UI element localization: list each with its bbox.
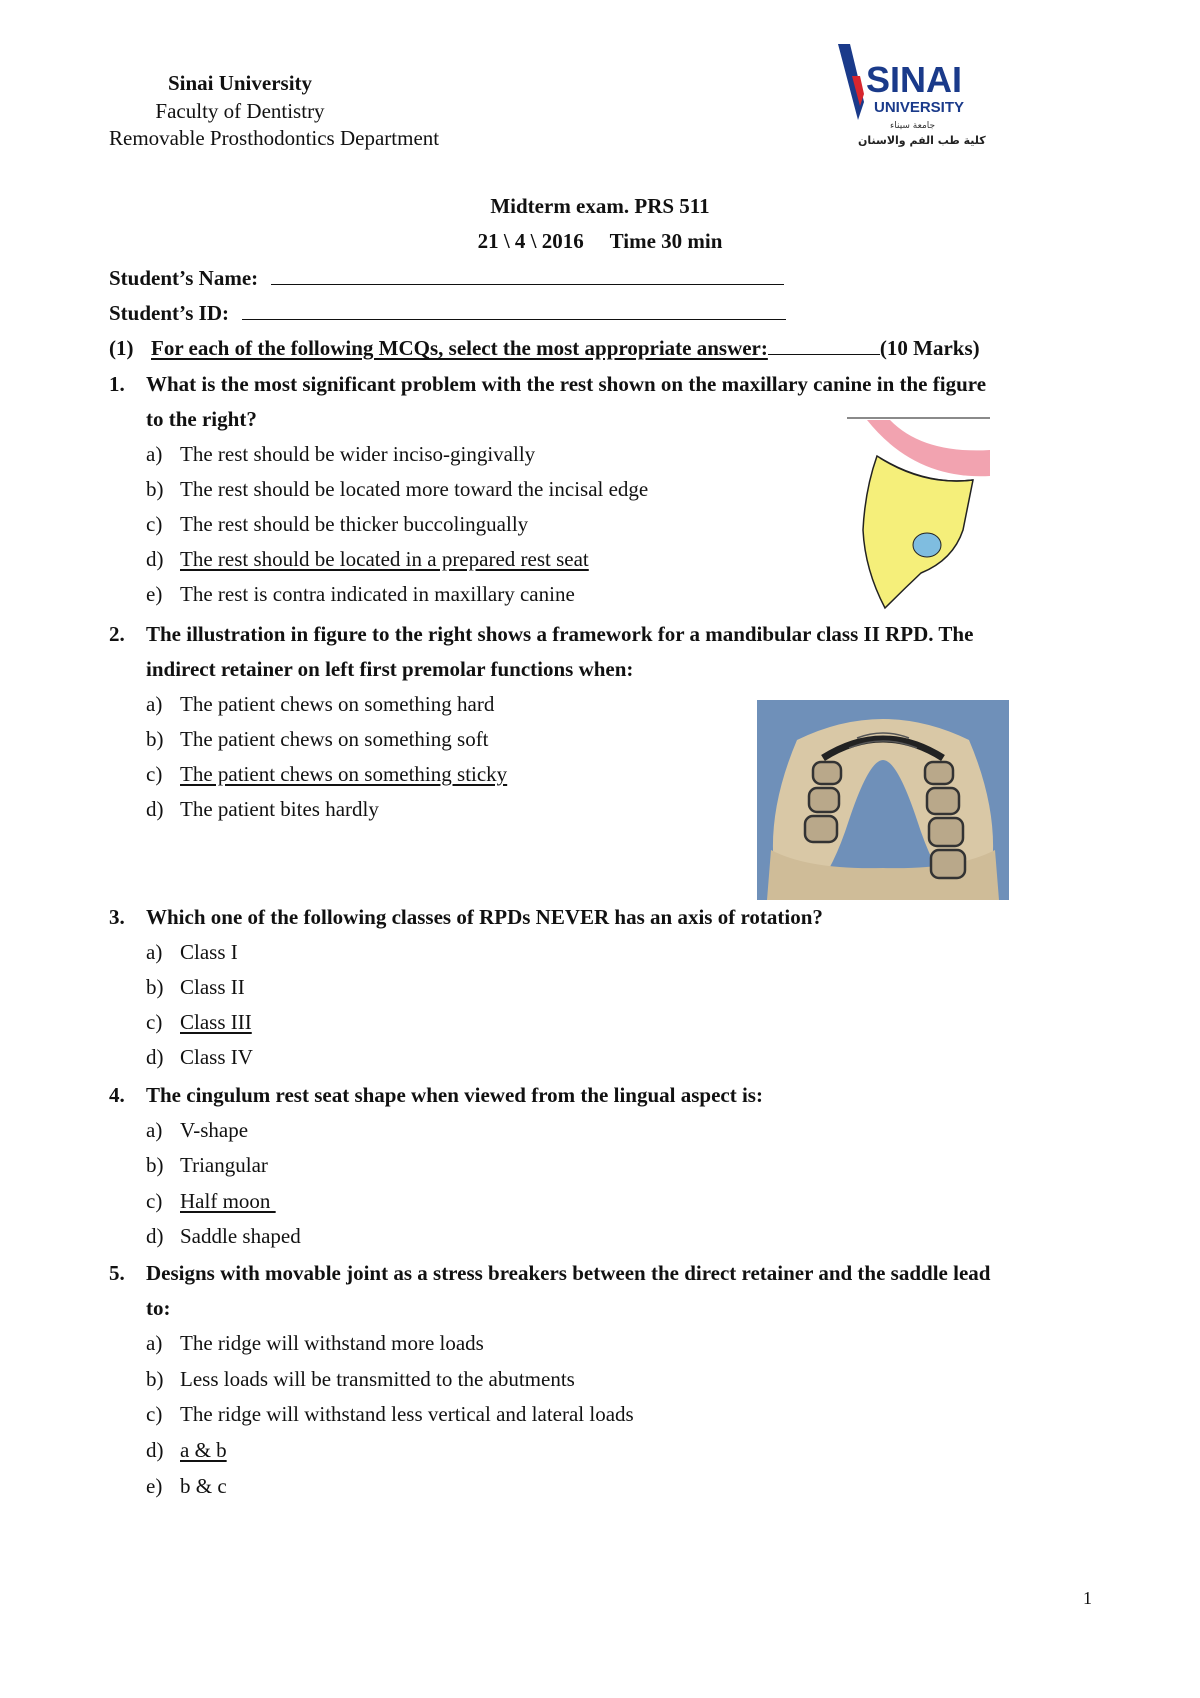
- question-5-option-d[interactable]: d) a & b: [146, 1438, 227, 1462]
- question-5-line-1: [109, 1259, 990, 1287]
- exam-title: Midterm exam. PRS 511: [490, 194, 710, 218]
- question-3-text: Which one of the following classes of RPDs NEVER has an axis of rotation?: [146, 905, 823, 929]
- question-5-text: Designs with movable joint as a stress breakers between the direct retainer and the saddle lead: [146, 1261, 991, 1285]
- question-5-option-c[interactable]: c) The ridge will withstand less vertical and lateral loads: [146, 1402, 634, 1426]
- question-5-number: 5.: [109, 1261, 125, 1285]
- question-3-option-a[interactable]: a) Class I: [146, 940, 238, 964]
- logo-main-text: SINAI: [866, 59, 963, 100]
- student-id-label: Student’s ID:: [109, 301, 229, 325]
- exam-date-time: 21 \ 4 \ 2016 Time 30 min: [477, 229, 723, 253]
- question-2-line-2: indirect retainer on left first premolar functions when:: [146, 657, 634, 681]
- question-4-option-d[interactable]: d) Saddle shaped: [146, 1224, 301, 1248]
- logo-arabic-text-2: كلية طب الفم والاسنان: [858, 134, 986, 147]
- question-4-option-b[interactable]: b) Triangular: [146, 1153, 268, 1177]
- university-logo: [830, 40, 1000, 150]
- question-4-number: 4.: [109, 1083, 125, 1107]
- question-4-text: The cingulum rest seat shape when viewed from the lingual aspect is:: [146, 1083, 763, 1107]
- page-number: 1: [1083, 1588, 1092, 1608]
- question-1-option-b[interactable]: b) The rest should be located more toward the incisal edge: [146, 477, 649, 501]
- question-3-line-1: [109, 903, 823, 931]
- canine-rest-figure: [845, 410, 995, 615]
- student-id-row: [109, 299, 786, 327]
- question-5-option-a[interactable]: a) The ridge will withstand more loads: [146, 1331, 484, 1355]
- question-1-option-a[interactable]: a) The rest should be wider inciso-gingivally: [146, 442, 536, 466]
- question-1-number: 1.: [109, 372, 125, 396]
- question-5-option-b[interactable]: b) Less loads will be transmitted to the abutments: [146, 1367, 575, 1391]
- question-1-line-2: to the right?: [146, 407, 257, 431]
- question-1-text: What is the most significant problem with the rest shown on the maxillary canine in the figure: [146, 372, 987, 396]
- section-heading: [109, 334, 980, 362]
- question-1-line-1: [109, 370, 986, 398]
- question-1-option-c[interactable]: c) The rest should be thicker buccolingually: [146, 512, 529, 536]
- question-5-line-2: to:: [146, 1296, 171, 1320]
- question-2-option-a[interactable]: a) The patient chews on something hard: [146, 692, 495, 716]
- section-underline: [768, 338, 880, 355]
- question-1-option-d[interactable]: d) The rest should be located in a prepared rest seat: [146, 547, 589, 571]
- department-name: Removable Prosthodontics Department: [109, 126, 440, 150]
- student-name-field[interactable]: [271, 268, 784, 285]
- question-4-line-1: [109, 1081, 763, 1109]
- logo-sub-text: UNIVERSITY: [874, 99, 965, 116]
- question-5-option-e[interactable]: e) b & c: [146, 1474, 227, 1498]
- student-id-field[interactable]: [242, 303, 786, 320]
- question-3-option-b[interactable]: b) Class II: [146, 975, 245, 999]
- question-4-option-c[interactable]: c) Half moon: [146, 1189, 276, 1213]
- faculty-name: Faculty of Dentistry: [155, 99, 325, 123]
- student-name-label: Student’s Name:: [109, 266, 259, 290]
- section-number: (1): [109, 336, 134, 360]
- question-4-option-a[interactable]: a) V-shape: [146, 1118, 249, 1142]
- question-1-option-e[interactable]: e) The rest is contra indicated in maxillary canine: [146, 582, 575, 606]
- section-marks: (10 Marks): [879, 336, 980, 360]
- question-3-number: 3.: [109, 905, 125, 929]
- rpd-framework-photo: [757, 700, 1009, 900]
- section-instruction: For each of the following MCQs, select the most appropriate answer:: [151, 336, 768, 360]
- question-2-option-b[interactable]: b) The patient chews on something soft: [146, 727, 489, 751]
- question-3-option-d[interactable]: d) Class IV: [146, 1045, 253, 1069]
- question-2-line-1: [109, 620, 973, 648]
- sinai-logo-icon: [830, 40, 1000, 150]
- question-2-option-d[interactable]: d) The patient bites hardly: [146, 797, 379, 821]
- question-3-option-c[interactable]: c) Class III: [146, 1010, 252, 1034]
- question-2-option-c[interactable]: c) The patient chews on something sticky: [146, 762, 508, 786]
- question-2-number: 2.: [109, 622, 125, 646]
- question-2-text: The illustration in figure to the right shows a framework for a mandibular class II RPD. The: [146, 622, 974, 646]
- logo-arabic-text-1: جامعة سيناء: [890, 121, 936, 131]
- student-name-row: [109, 264, 784, 292]
- university-name: Sinai University: [167, 71, 313, 95]
